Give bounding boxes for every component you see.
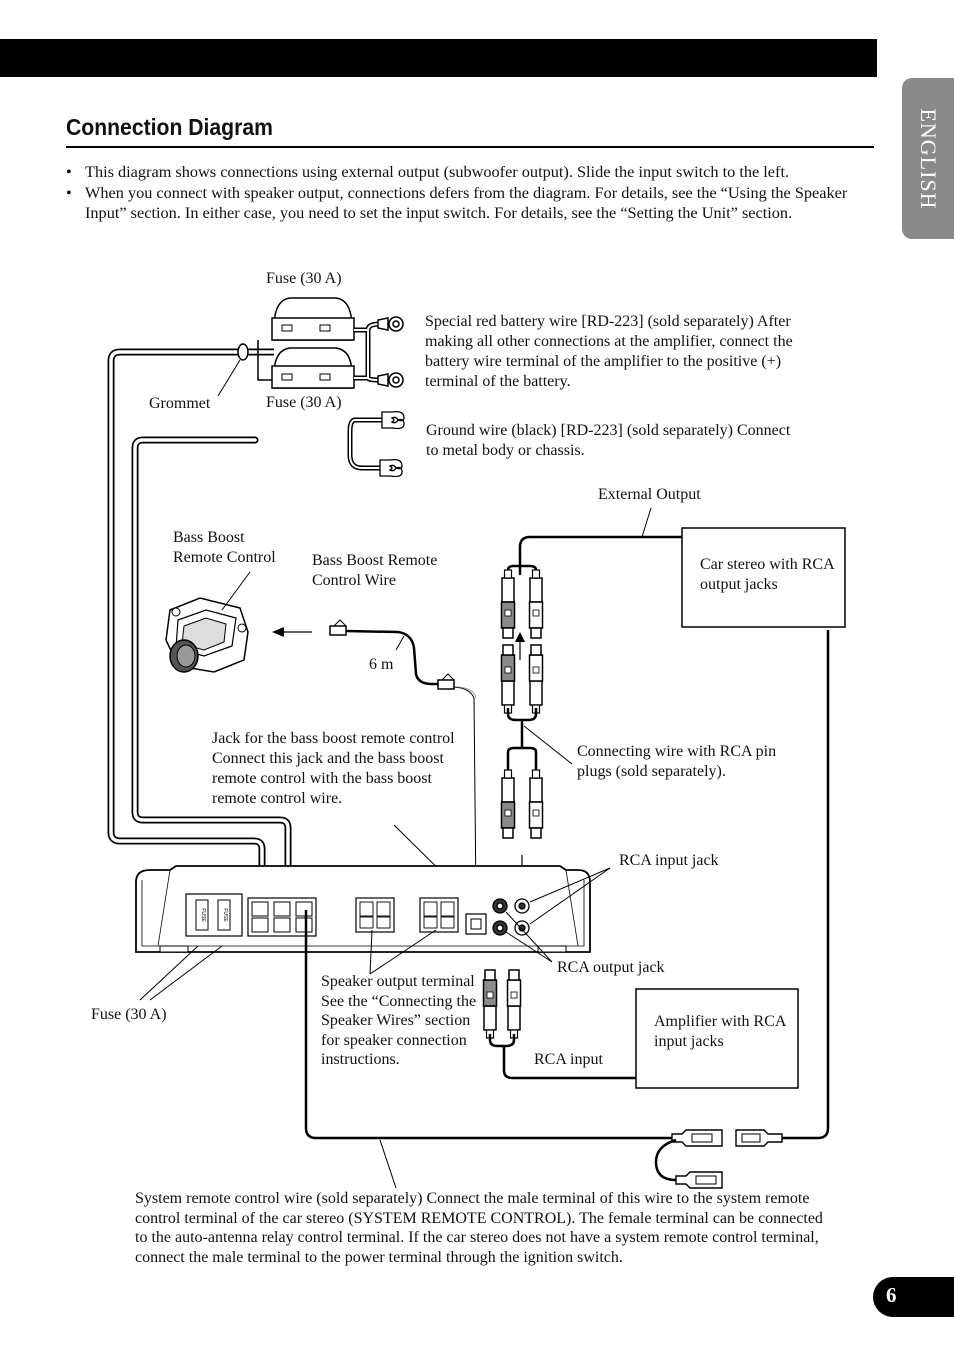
remote-wire-plug-icon bbox=[438, 674, 454, 689]
fuse-plate-label: FUSE bbox=[222, 908, 228, 922]
system-remote-label: System remote control wire (sold separately) Connect the male terminal of this wire to the system remote control terminal of the car stereo (SYSTEM REMOTE CONTROL). The female terminal can be connected to the auto-antenna relay control terminal. If the car stereo does not have a system remote control terminal, connect the male terminal to the power terminal through the ignition switch. bbox=[135, 1190, 823, 1266]
connecting-wire-label: Connecting wire with RCA pin plugs (sold separately). bbox=[577, 743, 777, 780]
bass-boost-remote-icon bbox=[166, 598, 248, 672]
fuse-label: Fuse (30 A) bbox=[91, 1006, 167, 1023]
fuse-plate-label: FUSE bbox=[200, 908, 206, 922]
ground-terminal-icon bbox=[350, 412, 404, 477]
rca-input-jack-label: RCA input jack bbox=[619, 852, 719, 869]
fuse-label: Fuse (30 A) bbox=[266, 394, 342, 411]
grommet-label: Grommet bbox=[149, 395, 211, 412]
page-title: Connection Diagram bbox=[66, 114, 273, 140]
battery-wire-label: Special red battery wire [RD-223] (sold separately) After making all other connections at the amplifier, connect the battery wire terminal of the amplifier to the positive (+) terminal of the battery. bbox=[425, 313, 793, 390]
bass-boost-wire-label: Bass Boost Remote Control Wire bbox=[312, 552, 438, 589]
rca-plug-icon bbox=[502, 645, 515, 713]
jack-bass-boost-label: Jack for the bass boost remote control Connect this jack and the bass boost remote control with the bass boost remote control wire. bbox=[212, 730, 455, 807]
rca-input-label: RCA input bbox=[534, 1051, 603, 1068]
speaker-output-label: Speaker output terminal See the “Connecting the Speaker Wires” section for speaker connection instructions. bbox=[321, 973, 477, 1068]
ground-wire-label: Ground wire (black) [RD-223] (sold separately) Connect to metal body or chassis. bbox=[426, 422, 791, 459]
car-stereo-label: Car stereo with RCA output jacks bbox=[700, 556, 834, 593]
bass-boost-remote-label: Bass Boost Remote Control bbox=[173, 529, 276, 566]
fuse-holder-icon bbox=[258, 298, 354, 388]
remote-wire-plug-icon bbox=[330, 620, 346, 635]
rca-plug-icon bbox=[508, 970, 521, 1038]
remote-terminal-icon bbox=[676, 1172, 722, 1188]
rca-plug-icon bbox=[484, 970, 497, 1038]
remote-terminal-icon bbox=[672, 1130, 782, 1146]
page-number: 6 bbox=[886, 1283, 897, 1307]
rca-plug-icon bbox=[502, 770, 515, 838]
length-label: 6 m bbox=[369, 656, 394, 673]
rca-plug-icon bbox=[530, 645, 543, 713]
external-output-label: External Output bbox=[598, 486, 701, 503]
rca-output-jack-label: RCA output jack bbox=[557, 959, 665, 976]
page-number-tab bbox=[873, 1277, 954, 1317]
rca-plug-icon bbox=[530, 570, 543, 638]
fuse-label: Fuse (30 A) bbox=[266, 270, 342, 287]
amplifier-box-label: Amplifier with RCA input jacks bbox=[654, 1013, 786, 1050]
amplifier-unit bbox=[136, 866, 590, 952]
rca-plug-icon bbox=[530, 770, 543, 838]
bullet-item: • This diagram shows connections using external output (subwoofer output). Slide the input switch to the left. bbox=[66, 162, 880, 183]
language-tab-label: ENGLISH bbox=[916, 107, 941, 210]
rca-plug-icon bbox=[502, 570, 515, 638]
bullet-item: • When you connect with speaker output, connections defers from the diagram. For details, see the “Using the Speaker Input” section. In either case, you need to set the input switch. For details, see the “Setting the Unit” section. bbox=[66, 183, 880, 224]
